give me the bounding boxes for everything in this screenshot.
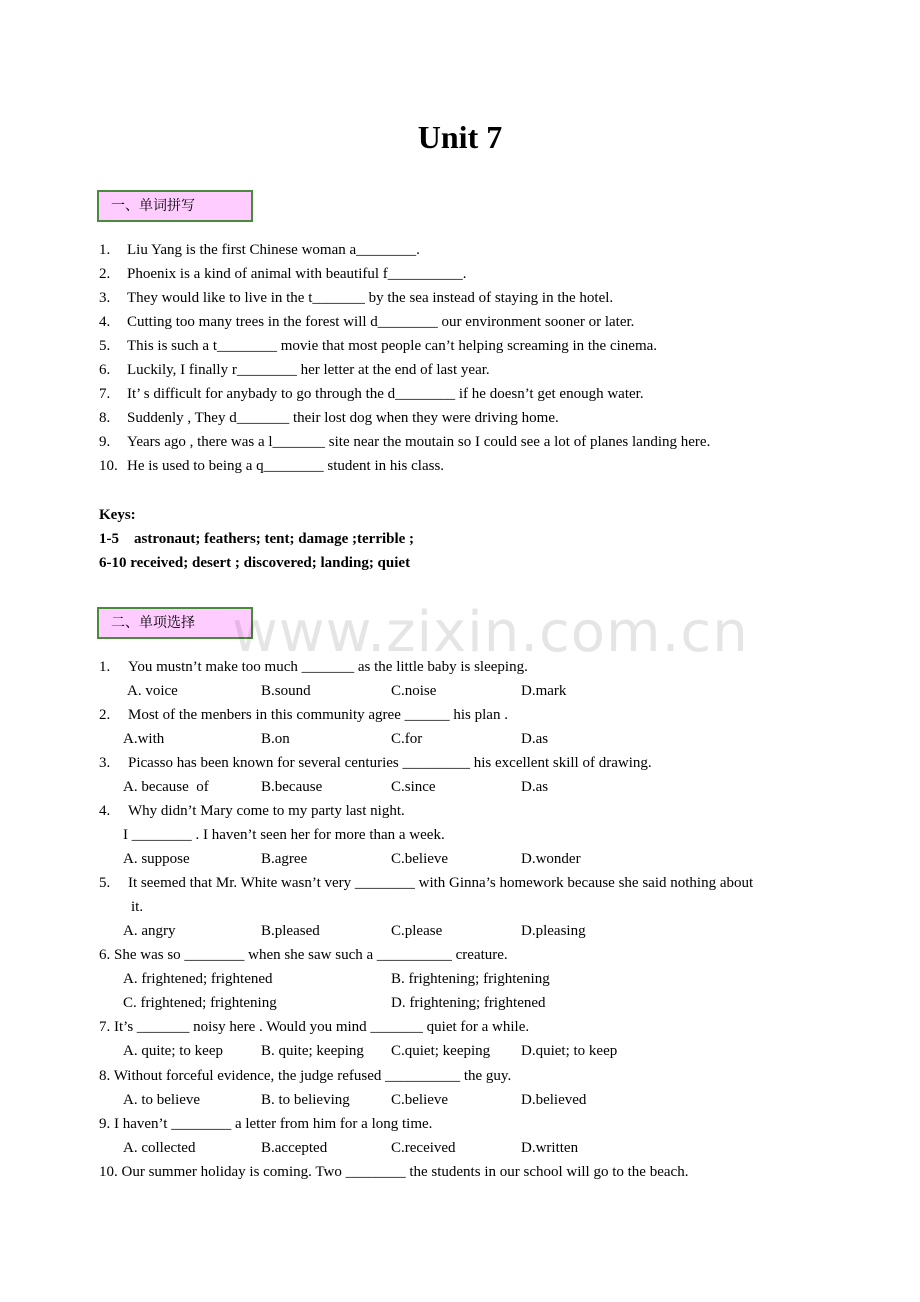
option-a: A. voice — [127, 683, 178, 699]
option-d: D.mark — [521, 683, 567, 699]
question-number: 5. — [99, 875, 111, 891]
section-heading-spelling: 一、单词拼写 — [97, 190, 253, 222]
option-b: B.on — [261, 731, 290, 747]
option-b: B.sound — [261, 683, 311, 699]
question-text: 7. It’s _______ noisy here . Would you mind _______ quiet for a while. — [99, 1019, 530, 1035]
question-number: 4. — [99, 803, 111, 819]
option-c: C.believe — [391, 1092, 449, 1108]
watermark: www.zixin.com.cn — [232, 600, 749, 665]
list-item-text: It’ s difficult for anybady to go through the d________ if he doesn’t get enough water. — [127, 386, 644, 402]
question-number: 2. — [99, 707, 111, 723]
question-text: It seemed that Mr. White wasn’t very ________ with Ginna’s homework because she said nothing about — [128, 875, 754, 891]
option-b: B.agree — [261, 851, 308, 867]
option-b: B. frightening; frightening — [391, 971, 550, 987]
list-item-text: Suddenly , They d_______ their lost dog when they were driving home. — [127, 410, 559, 426]
question-text: 8. Without forceful evidence, the judge refused __________ the guy. — [99, 1068, 512, 1084]
list-item-text: They would like to live in the t_______ by the sea instead of staying in the hotel. — [127, 290, 614, 306]
option-a: A. collected — [123, 1140, 196, 1156]
list-item-number: 7. — [99, 386, 111, 402]
question-text: 6. She was so ________ when she saw such a __________ creature. — [99, 947, 508, 963]
list-item-number: 6. — [99, 362, 111, 378]
question-text-continued: it. — [131, 899, 144, 915]
option-a: A.with — [123, 731, 165, 747]
question-number: 1. — [99, 659, 111, 675]
list-item-number: 5. — [99, 338, 111, 354]
question-text: Most of the menbers in this community agree ______ his plan . — [128, 707, 508, 723]
option-d: D.written — [521, 1140, 579, 1156]
question-text: Picasso has been known for several centuries _________ his excellent skill of drawing. — [128, 755, 652, 771]
option-a: A. frightened; frightened — [123, 971, 273, 987]
page-title: Unit 7 — [417, 119, 503, 155]
option-a: A. angry — [123, 923, 176, 939]
option-c: C.for — [391, 731, 423, 747]
keys-label: Keys: — [99, 507, 136, 523]
list-item-number: 4. — [99, 314, 111, 330]
option-a: A. suppose — [123, 851, 190, 867]
list-item-text: Luckily, I finally r________ her letter at the end of last year. — [127, 362, 490, 378]
list-item-number: 8. — [99, 410, 111, 426]
option-d: D.as — [521, 779, 549, 795]
option-d: D.pleasing — [521, 923, 586, 939]
question-text: 9. I haven’t ________ a letter from him for a long time. — [99, 1116, 433, 1132]
option-c: C.since — [391, 779, 436, 795]
option-c: C. frightened; frightening — [123, 995, 277, 1011]
keys-line-1: 1-5 astronaut; feathers; tent; damage ;terrible ; — [99, 531, 415, 547]
list-item-text: Phoenix is a kind of animal with beautiful f__________. — [127, 266, 467, 282]
option-d: D.as — [521, 731, 549, 747]
question-number: 3. — [99, 755, 111, 771]
option-c: C.noise — [391, 683, 437, 699]
question-text: You mustn’t make too much _______ as the little baby is sleeping. — [128, 659, 528, 675]
option-b: B.accepted — [261, 1140, 328, 1156]
question-text: 10. Our summer holiday is coming. Two ________ the students in our school will go to the beach. — [99, 1164, 689, 1180]
option-b: B. quite; keeping — [261, 1043, 364, 1059]
option-c: C.please — [391, 923, 443, 939]
option-b: B.because — [261, 779, 323, 795]
option-c: C.received — [391, 1140, 456, 1156]
question-text: Why didn’t Mary come to my party last night. — [128, 803, 405, 819]
list-item-text: He is used to being a q________ student in his class. — [127, 458, 445, 474]
option-d: D.wonder — [521, 851, 581, 867]
list-item-text: Liu Yang is the first Chinese woman a________. — [127, 242, 420, 258]
option-d: D.quiet; to keep — [521, 1043, 618, 1059]
option-b: B. to believing — [261, 1092, 350, 1108]
option-a: A. quite; to keep — [123, 1043, 223, 1059]
option-d: D.believed — [521, 1092, 587, 1108]
option-c: C.quiet; keeping — [391, 1043, 491, 1059]
list-item-number: 3. — [99, 290, 111, 306]
option-a: A. to believe — [123, 1092, 201, 1108]
option-d: D. frightening; frightened — [391, 995, 546, 1011]
question-text-continued: I ________ . I haven’t seen her for more than a week. — [123, 827, 445, 843]
list-item-text: Cutting too many trees in the forest will d________ our environment sooner or later. — [127, 314, 635, 330]
keys-line-2: 6-10 received; desert ; discovered; landing; quiet — [99, 555, 411, 571]
list-item-text: This is such a t________ movie that most people can’t helping screaming in the cinema. — [127, 338, 658, 354]
option-c: C.believe — [391, 851, 449, 867]
list-item-number: 2. — [99, 266, 111, 282]
list-item-number: 9. — [99, 434, 111, 450]
list-item-number: 1. — [99, 242, 111, 258]
option-a: A. because of — [123, 779, 209, 795]
list-item-number: 10. — [99, 458, 118, 474]
section-heading-choice: 二、单项选择 — [97, 607, 253, 639]
list-item-text: Years ago , there was a l_______ site near the moutain so I could see a lot of planes landing here. — [127, 434, 711, 450]
option-b: B.pleased — [261, 923, 320, 939]
